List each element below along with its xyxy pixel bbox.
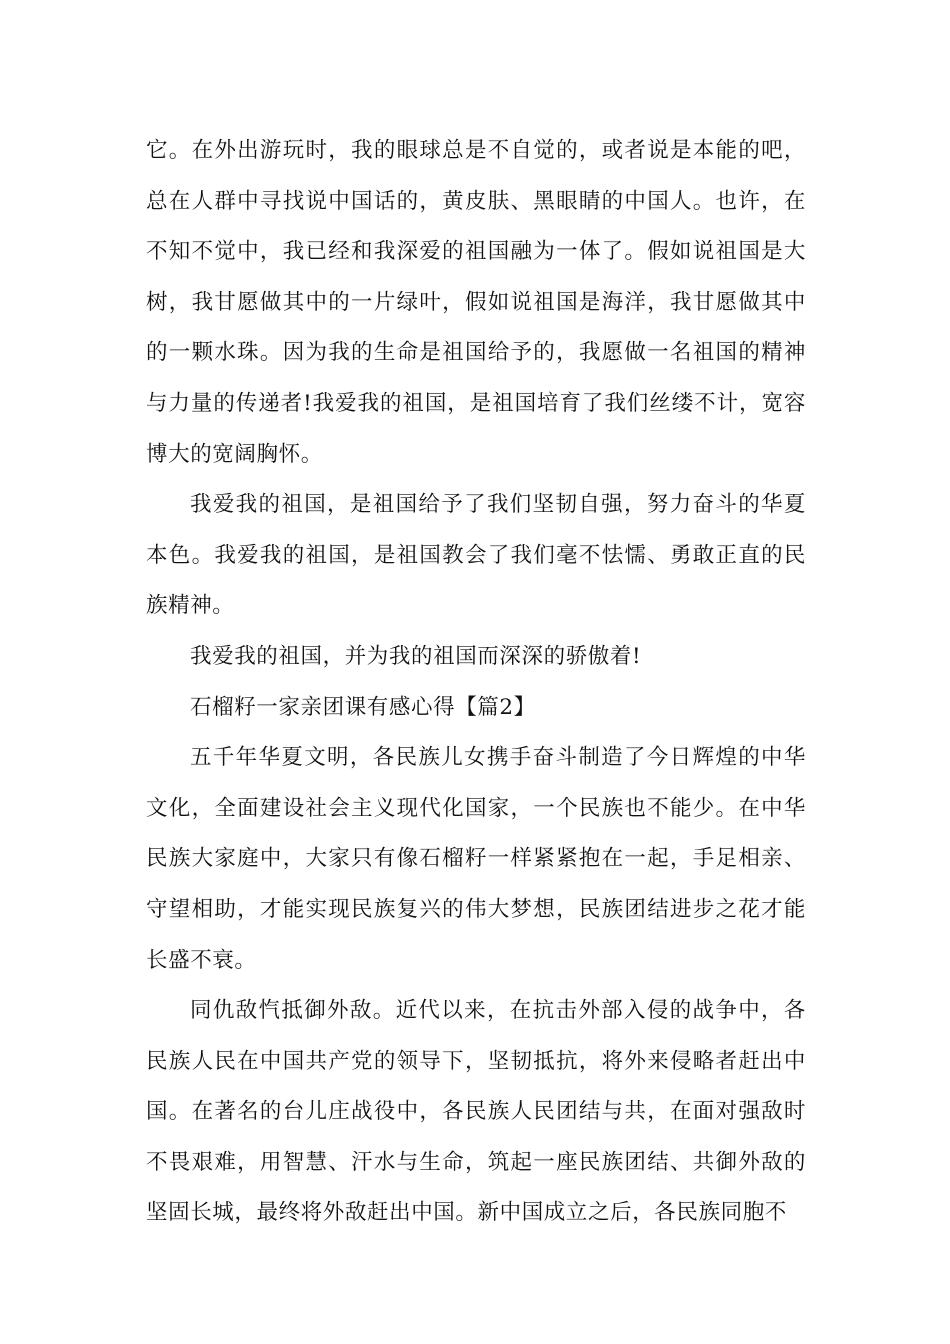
document-body xyxy=(146,126,806,1239)
section-heading: 石榴籽一家亲团课有感心得【篇2】 xyxy=(190,694,536,720)
paragraph-3: 我爱我的祖国，并为我的祖国而深深的骄傲着! xyxy=(190,643,642,669)
paragraph-2: 我爱我的祖国，是祖国给予了我们坚韧自强，努力奋斗的华夏本色。我爱我的祖国，是祖国教会了我们毫不怯懦、勇敢正直的民族精神。 xyxy=(146,492,806,619)
paragraph-4: 五千年华夏文明，各民族儿女携手奋斗制造了今日辉煌的中华文化，全面建设社会主义现代化国家，一个民族也不能少。在中华民族大家庭中，大家只有像石榴籽一样紧紧抱在一起，手足相亲、守望相助，才能实现民族复兴的伟大梦想，民族团结进步之花才能长盛不衰。 xyxy=(146,745,806,973)
paragraph-5: 同仇敌忾抵御外敌。近代以来，在抗击外部入侵的战争中，各民族人民在中国共产党的领导下，坚韧抵抗，将外来侵略者赶出中国。在著名的台儿庄战役中，各民族人民团结与共，在面对强敌时不畏艰难，用智慧、汗水与生命，筑起一座民族团结、共御外敌的坚固长城，最终将外敌赶出中国。新中国成立之后，各民族同胞不 xyxy=(146,998,806,1226)
paragraph-1: 它。在外出游玩时，我的眼球总是不自觉的，或者说是本能的吧，总在人群中寻找说中国话的，黄皮肤、黑眼睛的中国人。也许，在不知不觉中，我已经和我深爱的祖国融为一体了。假如说祖国是大树，我甘愿做其中的一片绿叶，假如说祖国是海洋，我甘愿做其中的一颗水珠。因为我的生命是祖国给予的，我愿做一名祖国的精神与力量的传递者!我爱我的祖国，是祖国培育了我们丝缕不计，宽容博大的宽阔胸怀。 xyxy=(146,138,806,467)
